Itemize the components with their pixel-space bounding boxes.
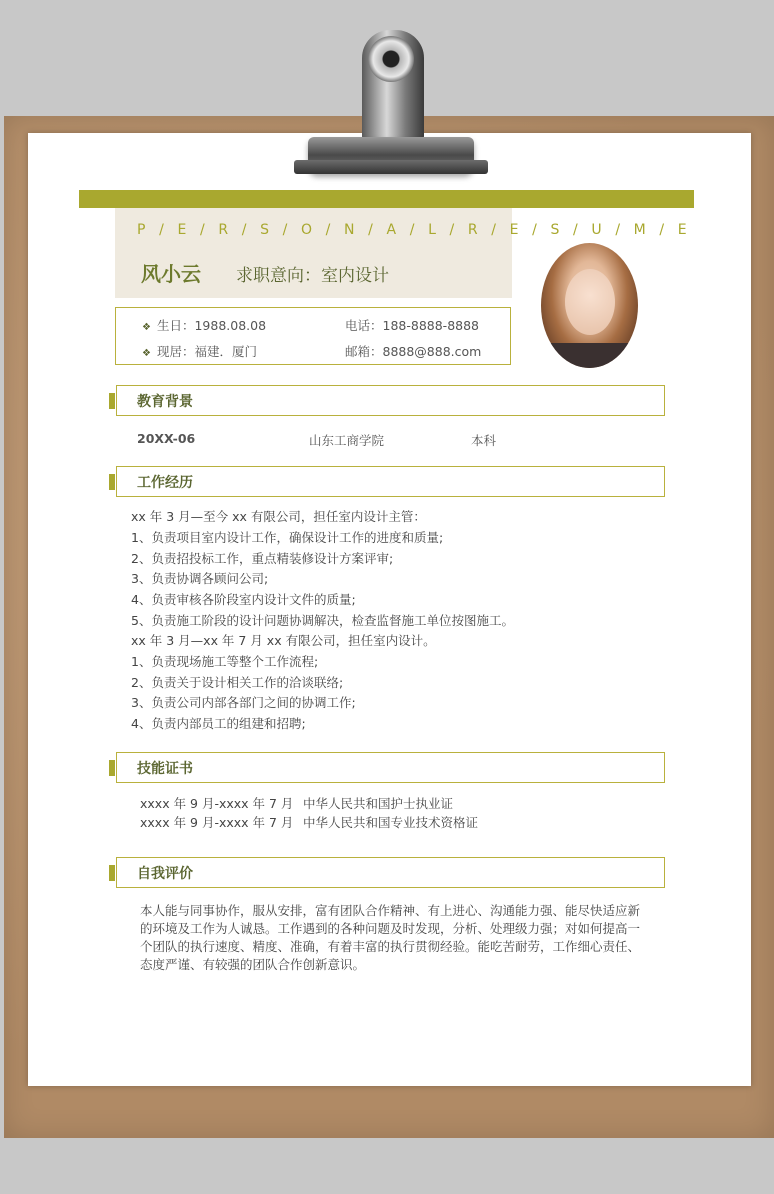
work-line: xx 年 3 月—至今 xx 有限公司，担任室内设计主管：: [131, 509, 426, 524]
section-tab-marker: [109, 474, 115, 490]
section-title: 工作经历: [137, 475, 193, 491]
phone-info: 电话：188-8888-8888: [345, 318, 480, 333]
section-tab-marker: [109, 865, 115, 881]
diamond-bullet-icon: ❖: [142, 322, 151, 333]
email-info: 邮箱：8888@888.com: [345, 344, 482, 359]
cert-date: xxxx 年 9 月-xxxx 年 7 月: [140, 815, 294, 830]
diamond-bullet-icon: ❖: [142, 348, 151, 359]
work-line: 4、负责审核各阶段室内设计文件的质量;: [131, 592, 356, 607]
education-school: 山东工商学院: [309, 433, 385, 448]
binder-clip-ring: [368, 36, 414, 82]
section-header-self: [116, 857, 665, 888]
photo-shirt: [541, 343, 638, 368]
section-title: 自我评价: [137, 866, 193, 882]
work-line: 4、负责内部员工的组建和招聘;: [131, 716, 306, 731]
header-accent-bar: [79, 190, 694, 208]
section-title: 技能证书: [137, 761, 193, 777]
cert-name: 中华人民共和国专业技术资格证: [303, 815, 479, 830]
section-header-education: [116, 385, 665, 416]
candidate-name: 风小云: [141, 262, 201, 286]
work-line: 5、负责施工阶段的设计问题协调解决，检查监督施工单位按图施工。: [131, 613, 514, 628]
section-tab-marker: [109, 760, 115, 776]
section-header-skills: [116, 752, 665, 783]
work-line: 2、负责关于设计相关工作的洽谈联络;: [131, 675, 344, 690]
section-header-work: [116, 466, 665, 497]
cert-date: xxxx 年 9 月-xxxx 年 7 月: [140, 796, 294, 811]
birth-info: ❖ 生日：1988.08.08: [142, 318, 267, 333]
work-line: xx 年 3 月—xx 年 7 月 xx 有限公司，担任室内设计。: [131, 633, 436, 648]
self-evaluation-text: 本人能与同事协作，服从安排，富有团队合作精神、有上进心、沟通能力强、能尽快适应新的环境及工作为人诚恳。工作遇到的各种问题及时发现，分析、处理级力强；对如何提高一个团队的执行速度、精度、准确，有着丰富的执行贯彻经验。能吃苦耐劳，工作细心责任、态度严谨、有较强的团队合作创新意识。: [140, 903, 641, 972]
section-tab-marker: [109, 393, 115, 409]
binder-clip-bottom: [294, 160, 488, 174]
cert-row: [140, 813, 479, 831]
education-degree: 本科: [471, 433, 497, 448]
work-line: 3、负责协调各顾问公司;: [131, 571, 269, 586]
photo-face: [565, 269, 615, 335]
cert-row: [140, 794, 454, 812]
education-date: 20XX-06: [137, 431, 196, 446]
home-info: ❖ 现居：福建．厦门: [142, 344, 257, 359]
work-line: 1、负责项目室内设计工作，确保设计工作的进度和质量;: [131, 530, 444, 545]
job-intent: 求职意向：室内设计: [236, 266, 389, 286]
work-line: 3、负责公司内部各部门之间的协调工作;: [131, 695, 356, 710]
profile-photo: [541, 243, 638, 368]
work-line: 1、负责现场施工等整个工作流程;: [131, 654, 319, 669]
work-line: 2、负责招投标工作，重点精装修设计方案评审;: [131, 551, 394, 566]
cert-name: 中华人民共和国护士执业证: [303, 796, 454, 811]
personal-resume-letters: P / E / R / S / O / N / A / L / R / E / S / U / M / E: [137, 222, 692, 238]
section-title: 教育背景: [137, 394, 193, 410]
